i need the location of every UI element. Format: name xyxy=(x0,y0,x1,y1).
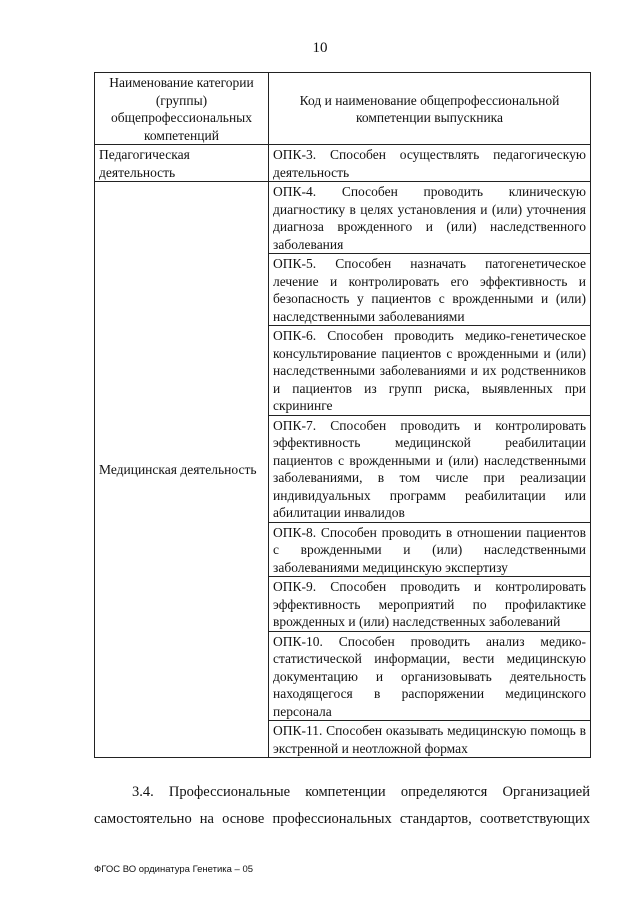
header-competence: Код и наименование общепрофессиональной компетенции выпускника xyxy=(269,73,591,145)
competence-cell: ОПК-4. Способен проводить клиническую диагностику в целях установления и (или) уточнения диагноза врожденного и (или) наследственного заболевания xyxy=(269,182,591,254)
competence-cell: ОПК-8. Способен проводить в отношении пациентов с врожденными и (или) наследственными заболеваниями медицинскую экспертизу xyxy=(269,522,591,577)
competence-cell: ОПК-10. Способен проводить анализ медико-статистической информации, вести медицинскую документацию и организовывать деятельность находящегося в распоряжении медицинского персонала xyxy=(269,631,591,721)
table-row xyxy=(95,145,591,182)
page-number: 10 xyxy=(312,40,328,56)
category-cell: Медицинская деятельность xyxy=(95,182,269,758)
body-paragraph-line: 3.4. Профессиональные компетенции определяются Организацией xyxy=(132,784,590,800)
body-paragraph-line: самостоятельно на основе профессиональных стандартов, соответствующих xyxy=(94,811,590,827)
table-header-row xyxy=(95,73,591,145)
table-row xyxy=(95,182,591,254)
competence-cell: ОПК-7. Способен проводить и контролировать эффективность медицинской реабилитации пациентов с врожденными и (или) наследственными заболеваниями, в том числе при реализации индивидуальных программ реабилитации или абилитации инвалидов xyxy=(269,415,591,522)
competence-cell: ОПК-5. Способен назначать патогенетическое лечение и контролировать его эффективность и безопасность у пациентов с врожденными и (или) наследственными заболеваниями xyxy=(269,254,591,326)
competence-cell: ОПК-11. Способен оказывать медицинскую помощь в экстренной и неотложной формах xyxy=(269,721,591,758)
competencies-table xyxy=(94,72,591,758)
category-cell: Педагогическая деятельность xyxy=(95,145,269,182)
header-category: Наименование категории (группы) общепрофессиональных компетенций xyxy=(95,73,269,145)
competence-cell: ОПК-3. Способен осуществлять педагогическую деятельность xyxy=(269,145,591,182)
competence-cell: ОПК-6. Способен проводить медико-генетическое консультирование пациентов с врожденными и (или) наследственными заболеваниями и их родственников и пациентов из групп риска, выявленных при скрининге xyxy=(269,326,591,416)
document-footer: ФГОС ВО ординатура Генетика – 05 xyxy=(94,864,254,875)
competence-cell: ОПК-9. Способен проводить и контролировать эффективность мероприятий по профилактике врожденных и (или) наследственных заболеваний xyxy=(269,577,591,632)
